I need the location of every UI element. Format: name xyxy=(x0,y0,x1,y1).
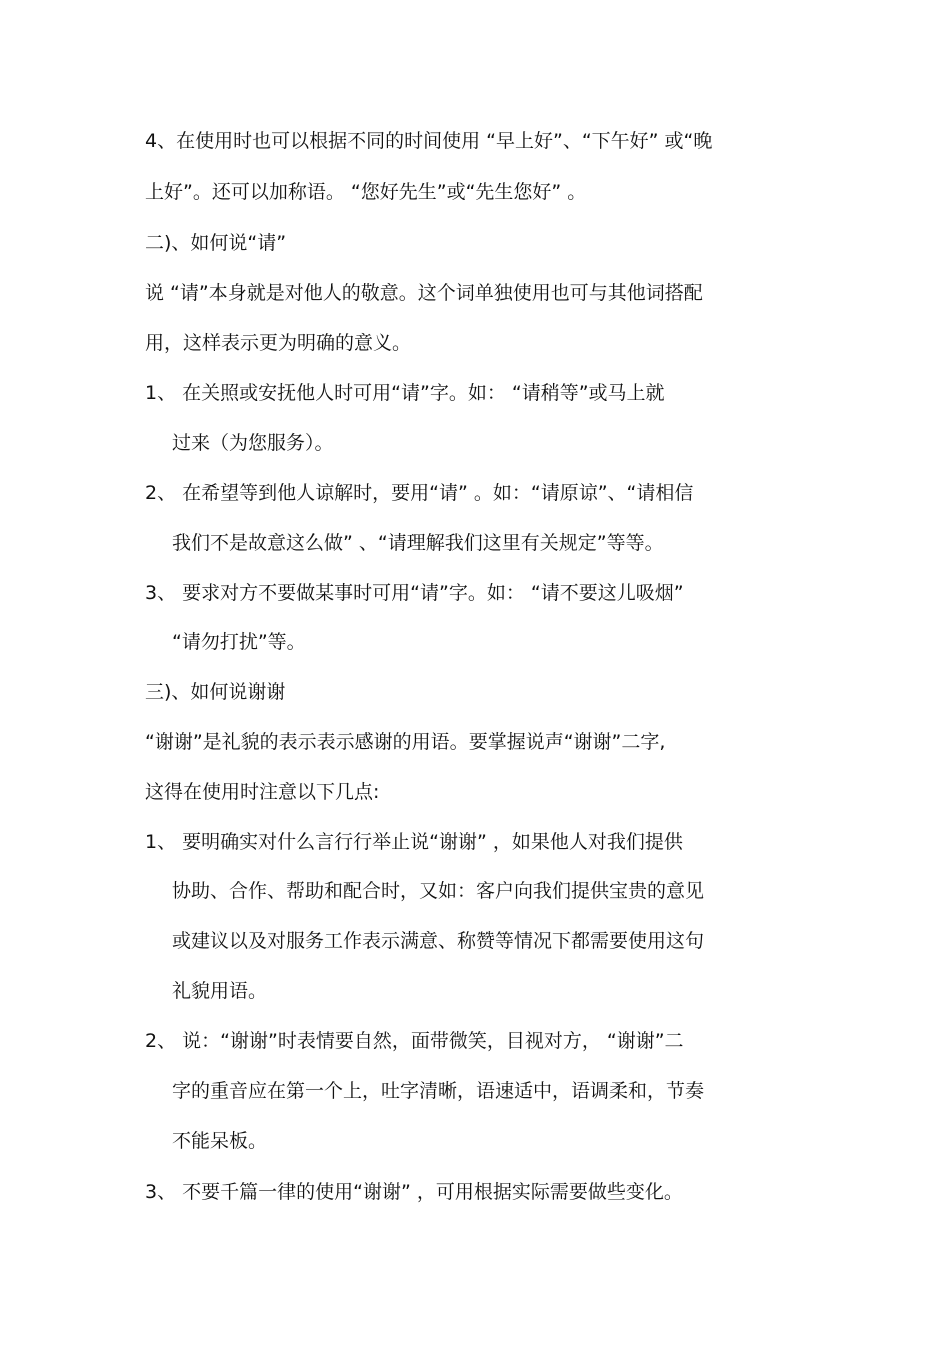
list-item-line: 不能呆板。 xyxy=(172,1130,268,1152)
list-item-line: “请勿打扰”等。 xyxy=(172,631,306,653)
text-line: 用，这样表示更为明确的意义。 xyxy=(145,332,412,354)
list-item-line: 或建议以及对服务工作表示满意、称赞等情况下都需要使用这句 xyxy=(172,930,705,952)
list-item-line: 2、 在希望等到他人谅解时，要用“请” 。如：“请原谅”、“请相信 xyxy=(145,482,694,504)
list-item-line: 3、 要求对方不要做某事时可用“请”字。如： “请不要这儿吸烟” xyxy=(145,582,684,604)
list-item-line: 我们不是故意这么做” 、“请理解我们这里有关规定”等等。 xyxy=(172,532,664,554)
list-item-line: 协助、合作、帮助和配合时，又如：客户向我们提供宝贵的意见 xyxy=(172,880,705,902)
text-line: “谢谢”是礼貌的表示表示感谢的用语。要掌握说声“谢谢”二字, xyxy=(145,731,666,753)
text-line: 这得在使用时注意以下几点: xyxy=(145,781,380,803)
list-item-line: 礼貌用语。 xyxy=(172,980,268,1002)
list-item-line: 字的重音应在第一个上，吐字清晰，语速适中，语调柔和，节奏 xyxy=(172,1080,705,1102)
section-heading-please: 二)、如何说“请” xyxy=(145,232,287,254)
text-line: 说 “请”本身就是对他人的敬意。这个词单独使用也可与其他词搭配 xyxy=(145,282,703,304)
list-item-line: 3、 不要千篇一律的使用“谢谢” ，可用根据实际需要做些变化。 xyxy=(145,1181,683,1203)
list-item-line: 1、 在关照或安抚他人时可用“请”字。如： “请稍等”或马上就 xyxy=(145,382,665,404)
section-heading-thanks: 三)、如何说谢谢 xyxy=(145,681,286,703)
text-line: 上好”。还可以加称语。 “您好先生”或“先生您好” 。 xyxy=(145,181,587,203)
list-item-line: 过来（为您服务）。 xyxy=(172,432,334,454)
text-line: 4、在使用时也可以根据不同的时间使用 “早上好”、“下午好” 或“晚 xyxy=(145,130,713,152)
list-item-line: 2、 说：“谢谢”时表情要自然，面带微笑，目视对方， “谢谢”二 xyxy=(145,1030,684,1052)
list-item-line: 1、 要明确实对什么言行行举止说“谢谢” ，如果他人对我们提供 xyxy=(145,831,683,853)
